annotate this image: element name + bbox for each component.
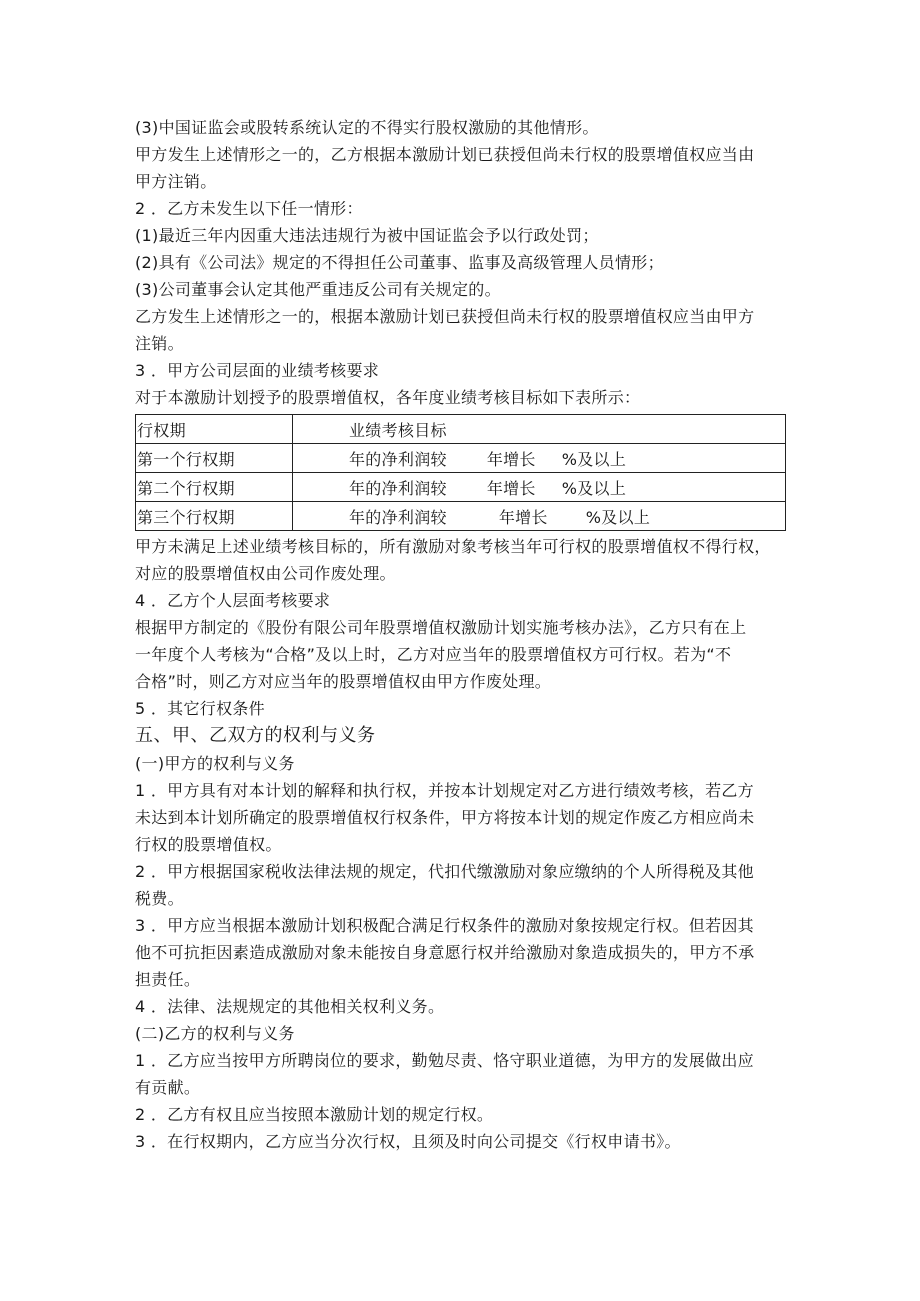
text-line: 甲方未满足上述业绩考核目标的，所有激励对象考核当年可行权的股票增值权不得行权， [135,537,771,556]
text-line: 有贡献。 [135,1078,201,1097]
text-line: 甲方发生上述情形之一的，乙方根据本激励计划已获授但尚未行权的股票增值权应当由 [135,145,755,164]
text-line: 甲方注销。 [135,172,217,191]
text-line: (3)公司董事会认定其他严重违反公司有关规定的。 [135,280,501,299]
text-line: 对于本激励计划授予的股票增值权，各年度业绩考核目标如下表所示： [135,388,641,407]
text-line: 2 ．乙方未发生以下任一情形： [135,199,363,218]
table-row [136,473,786,502]
text-line: 3 ．甲方公司层面的业绩考核要求 [135,361,380,380]
table-header-cell: 业绩考核目标 [293,415,786,444]
table-cell-target [293,473,786,502]
text-line: 未达到本计划所确定的股票增值权行权条件，甲方将按本计划的规定作废乙方相应尚未 [135,808,755,827]
text-line: 合格”时，则乙方对应当年的股票增值权由甲方作废处理。 [135,672,552,691]
target-text: %及以上 [561,449,627,469]
text-line: 担责任。 [135,970,201,989]
target-text: %及以上 [561,478,627,498]
paragraphs-bottom [135,750,790,1155]
text-line: 4 ．乙方个人层面考核要求 [135,591,331,610]
text-line: 2 ．乙方有权且应当按照本激励计划的规定行权。 [135,1105,494,1124]
text-line: 3 ．甲方应当根据本激励计划积极配合满足行权条件的激励对象按规定行权。但若因其 [135,916,754,935]
target-text: 年的净利润较 [349,449,447,469]
target-text: 年增长 [498,507,548,527]
text-line: 根据甲方制定的《股份有限公司年股票增值权激励计划实施考核办法》，乙方只有在上 [135,618,747,637]
text-line: 税费。 [135,889,184,908]
text-line: (一)甲方的权利与义务 [135,754,295,773]
text-line: 1 ．甲方具有对本计划的解释和执行权，并按本计划规定对乙方进行绩效考核，若乙方 [135,781,754,800]
table-header-cell: 行权期 [136,415,293,444]
text-line: (1)最近三年内因重大违法违规行为被中国证监会予以行政处罚； [135,226,599,245]
document-body [135,114,790,1155]
text-line: 5 ．其它行权条件 [135,699,265,718]
target-text: 年增长 [486,449,536,469]
table-row [136,502,786,531]
paragraphs-top [135,114,790,411]
table-cell-period: 第二个行权期 [136,473,293,502]
table-header-row [136,415,786,444]
text-line: 一年度个人考核为“合格”及以上时，乙方对应当年的股票增值权方可行权。若为“不 [135,645,732,664]
text-line: 行权的股票增值权。 [135,835,282,854]
table-cell-target [293,502,786,531]
table-cell-period: 第三个行权期 [136,502,293,531]
table-cell-target [293,444,786,473]
text-line: 注销。 [135,334,184,353]
table-row [136,444,786,473]
text-line: 对应的股票增值权由公司作废处理。 [135,564,396,583]
performance-target-table [135,414,786,531]
target-text: 年增长 [486,478,536,498]
target-text: 年的净利润较 [349,478,447,498]
text-line: 4 ．法律、法规规定的其他相关权利义务。 [135,997,445,1016]
text-line: 他不可抗拒因素造成激励对象未能按自身意愿行权并给激励对象造成损失的，甲方不承 [135,943,755,962]
text-line: 1 ．乙方应当按甲方所聘岗位的要求，勤勉尽责、恪守职业道德，为甲方的发展做出应 [135,1051,754,1070]
text-line: 2 ．甲方根据国家税收法律法规的规定，代扣代缴激励对象应缴纳的个人所得税及其他 [135,862,754,881]
target-text: %及以上 [585,507,651,527]
section-heading: 五、甲、乙双方的权利与义务 [135,725,376,746]
paragraphs-mid [135,533,790,722]
text-line: 3 ．在行权期内，乙方应当分次行权，且须及时向公司提交《行权申请书》。 [135,1132,681,1151]
text-line: 乙方发生上述情形之一的，根据本激励计划已获授但尚未行权的股票增值权应当由甲方 [135,307,755,326]
table-cell-period: 第一个行权期 [136,444,293,473]
text-line: (二)乙方的权利与义务 [135,1024,295,1043]
target-text: 年的净利润较 [349,507,447,527]
text-line: (3)中国证监会或股转系统认定的不得实行股权激励的其他情形。 [135,118,599,137]
text-line: (2)具有《公司法》规定的不得担任公司董事、监事及高级管理人员情形； [135,253,664,272]
